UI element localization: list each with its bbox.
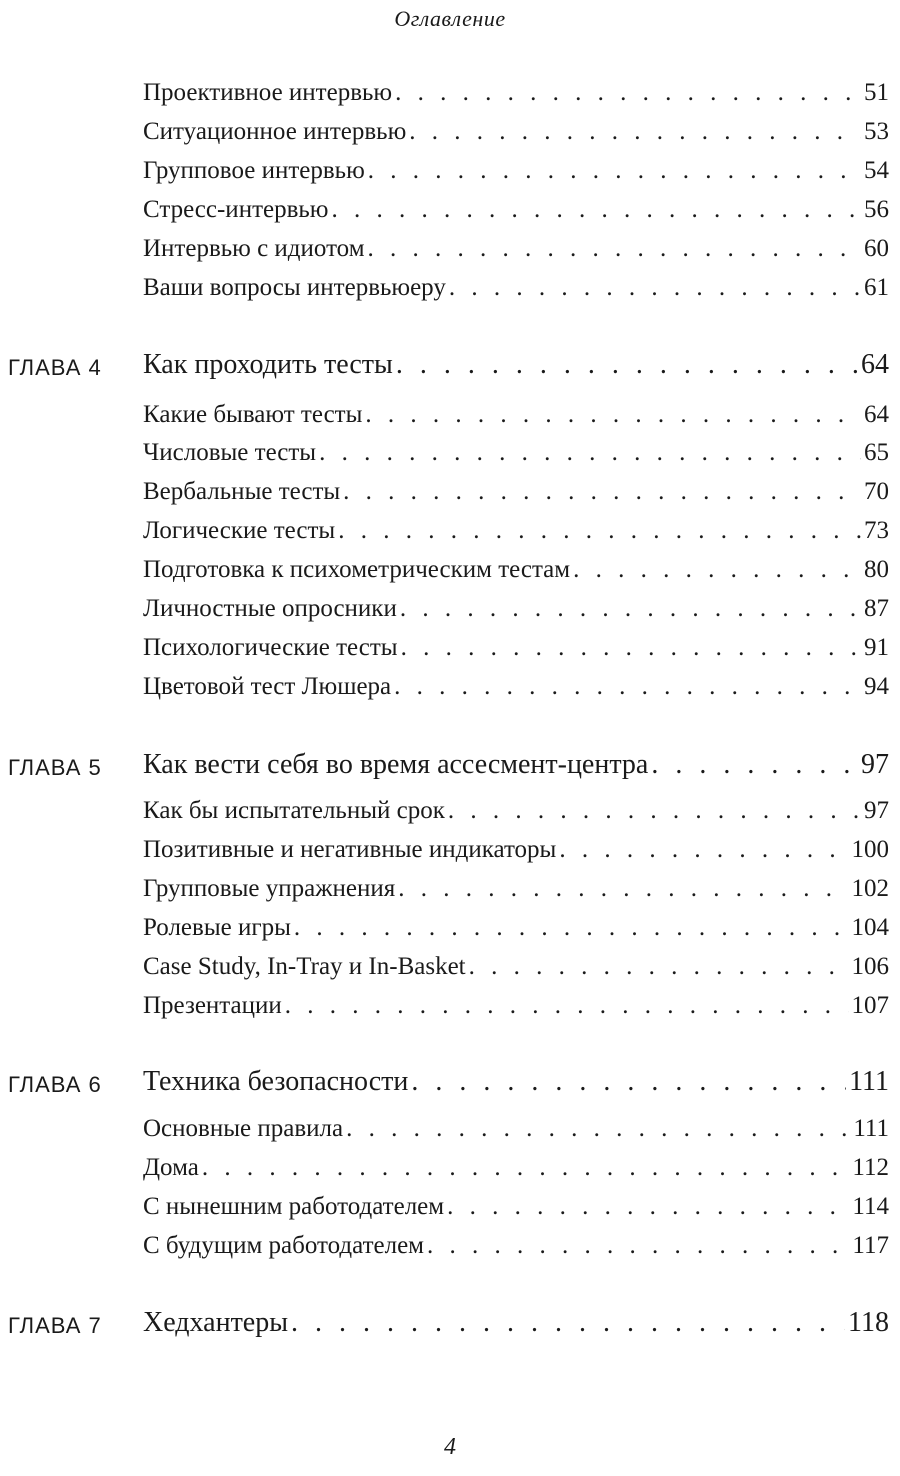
dot-leader	[368, 235, 861, 263]
toc-entry-page: 60	[864, 235, 889, 262]
toc-entry-page: 64	[864, 401, 889, 428]
toc-entry-title: Дома	[143, 1154, 199, 1181]
toc-entry-page: 61	[864, 274, 889, 301]
toc-entry[interactable]	[143, 992, 889, 1020]
toc-entry[interactable]	[143, 79, 889, 107]
dot-leader	[394, 673, 861, 701]
toc-entry[interactable]	[143, 1193, 889, 1221]
toc-entry-page: 114	[852, 1193, 889, 1220]
toc-entry-page: 102	[851, 875, 889, 902]
toc-entry[interactable]	[143, 401, 889, 429]
toc-entry-title: Групповое интервью	[143, 157, 365, 184]
dot-leader	[400, 595, 861, 623]
toc-entry-page: 56	[864, 196, 889, 223]
dot-leader	[202, 1154, 850, 1182]
toc-entry[interactable]	[143, 1115, 889, 1143]
toc-entry-page: 65	[864, 439, 889, 466]
toc-entry-page: 80	[864, 556, 889, 583]
toc-entry-page: 111	[849, 1066, 889, 1097]
toc-entry-page: 73	[864, 517, 889, 544]
dot-leader	[398, 875, 848, 903]
toc-chapter-entry[interactable]	[143, 749, 889, 781]
toc-entry[interactable]	[143, 1232, 889, 1260]
toc-entry[interactable]	[143, 875, 889, 903]
toc-entry-title: С будущим работодателем	[143, 1232, 424, 1259]
dot-leader	[331, 196, 861, 224]
page-number: 4	[444, 1434, 456, 1460]
dot-leader	[573, 556, 861, 584]
toc-entry-page: 53	[864, 118, 889, 145]
toc-entry-page: 104	[851, 914, 889, 941]
toc-entry[interactable]	[143, 556, 889, 584]
dot-leader	[291, 1307, 845, 1339]
toc-entry-title: Групповые упражнения	[143, 875, 396, 902]
toc-entry-title: Позитивные и негативные индикаторы	[143, 836, 557, 863]
toc-entry[interactable]	[143, 836, 889, 864]
dot-leader	[448, 797, 861, 825]
toc-entry-title: Вербальные тесты	[143, 478, 341, 505]
toc-entry-page: 51	[864, 79, 889, 106]
dot-leader	[396, 349, 858, 381]
toc-entry[interactable]	[143, 478, 889, 506]
dot-leader	[343, 478, 861, 506]
toc-entry-page: 70	[864, 478, 889, 505]
toc-entry[interactable]	[143, 953, 889, 981]
dot-leader	[411, 1066, 846, 1098]
dot-leader	[469, 953, 849, 981]
toc-entry-title: Презентации	[143, 992, 282, 1019]
toc-entry-page: 107	[851, 992, 889, 1019]
toc-entry-title: Ситуационное интервью	[143, 118, 407, 145]
toc-chapter-title: Как вести себя во время ассесмент-центра	[143, 749, 649, 780]
dot-leader	[368, 157, 861, 185]
toc-entry-page: 54	[864, 157, 889, 184]
dot-leader	[559, 836, 848, 864]
toc-entry-page: 87	[864, 595, 889, 622]
toc-entry-title: Подготовка к психометрическим тестам	[143, 556, 571, 583]
toc-entry-title: Какие бывают тесты	[143, 401, 363, 428]
toc-entry-title: Психологические тесты	[143, 634, 398, 661]
dot-leader	[395, 79, 861, 107]
toc-chapter-entry[interactable]	[143, 349, 889, 381]
dot-leader	[409, 118, 861, 146]
toc-entry-title: Личностные опросники	[143, 595, 397, 622]
toc-entry[interactable]	[143, 634, 889, 662]
running-header: Оглавление	[394, 6, 506, 31]
dot-leader	[319, 439, 861, 467]
dot-leader	[449, 274, 861, 302]
toc-entry-title: Числовые тесты	[143, 439, 317, 466]
toc-entry-page: 112	[852, 1154, 889, 1181]
dot-leader	[401, 634, 861, 662]
toc-entry[interactable]	[143, 157, 889, 185]
dot-leader	[427, 1232, 849, 1260]
toc-entry-title: Проективное интервью	[143, 79, 393, 106]
dot-leader	[447, 1193, 849, 1221]
toc-entry-page: 94	[864, 673, 889, 700]
toc-entry[interactable]	[143, 914, 889, 942]
toc-entry-title: Основные правила	[143, 1115, 344, 1142]
toc-entry[interactable]	[143, 235, 889, 263]
toc-chapter-title: Как проходить тесты	[143, 349, 393, 380]
dot-leader	[346, 1115, 850, 1143]
toc-chapter-title: Хедхантеры	[143, 1307, 289, 1338]
toc-entry-page: 106	[851, 953, 889, 980]
toc-entry-page: 64	[861, 349, 889, 380]
chapter-label: ГЛАВА 4	[8, 355, 102, 380]
toc-entry-title: Ваши вопросы интервьюеру	[143, 274, 446, 301]
toc-entry-page: 97	[861, 749, 889, 780]
toc-entry-title: Стресс-интервью	[143, 196, 329, 223]
toc-entry[interactable]	[143, 274, 889, 302]
toc-entry-page: 100	[851, 836, 889, 863]
toc-entry[interactable]	[143, 595, 889, 623]
dot-leader	[365, 401, 861, 429]
toc-entry-title: Ролевые игры	[143, 914, 291, 941]
toc-entry[interactable]	[143, 797, 889, 825]
dot-leader	[651, 749, 858, 781]
toc-chapter-entry[interactable]	[143, 1307, 889, 1339]
toc-entry-page: 111	[853, 1115, 889, 1142]
toc-entry-title: Логические тесты	[143, 517, 336, 544]
toc-entry[interactable]	[143, 118, 889, 146]
dot-leader	[285, 992, 849, 1020]
toc-entry-title: Case Study, In-Tray и In-Basket	[143, 953, 466, 980]
toc-entry[interactable]	[143, 673, 889, 701]
toc-entry-page: 117	[852, 1232, 889, 1259]
chapter-label: ГЛАВА 6	[8, 1072, 102, 1097]
toc-entry-page: 91	[864, 634, 889, 661]
dot-leader	[338, 517, 861, 545]
toc-entry[interactable]	[143, 439, 889, 467]
toc-entry[interactable]	[143, 1154, 889, 1182]
toc-entry-page: 97	[864, 797, 889, 824]
toc-entry-title: Как бы испытательный срок	[143, 797, 445, 824]
toc-entry-page: 118	[848, 1307, 889, 1338]
toc-chapter-entry[interactable]	[143, 1066, 889, 1098]
toc-entry-title: С нынешним работодателем	[143, 1193, 445, 1220]
toc-entry[interactable]	[143, 517, 889, 545]
toc-entry[interactable]	[143, 196, 889, 224]
dot-leader	[294, 914, 849, 942]
toc-entry-title: Интервью с идиотом	[143, 235, 365, 262]
toc-entry-title: Цветовой тест Люшера	[143, 673, 392, 700]
toc-chapter-title: Техника безопасности	[143, 1066, 409, 1097]
chapter-label: ГЛАВА 7	[8, 1313, 102, 1338]
chapter-label: ГЛАВА 5	[8, 755, 102, 780]
